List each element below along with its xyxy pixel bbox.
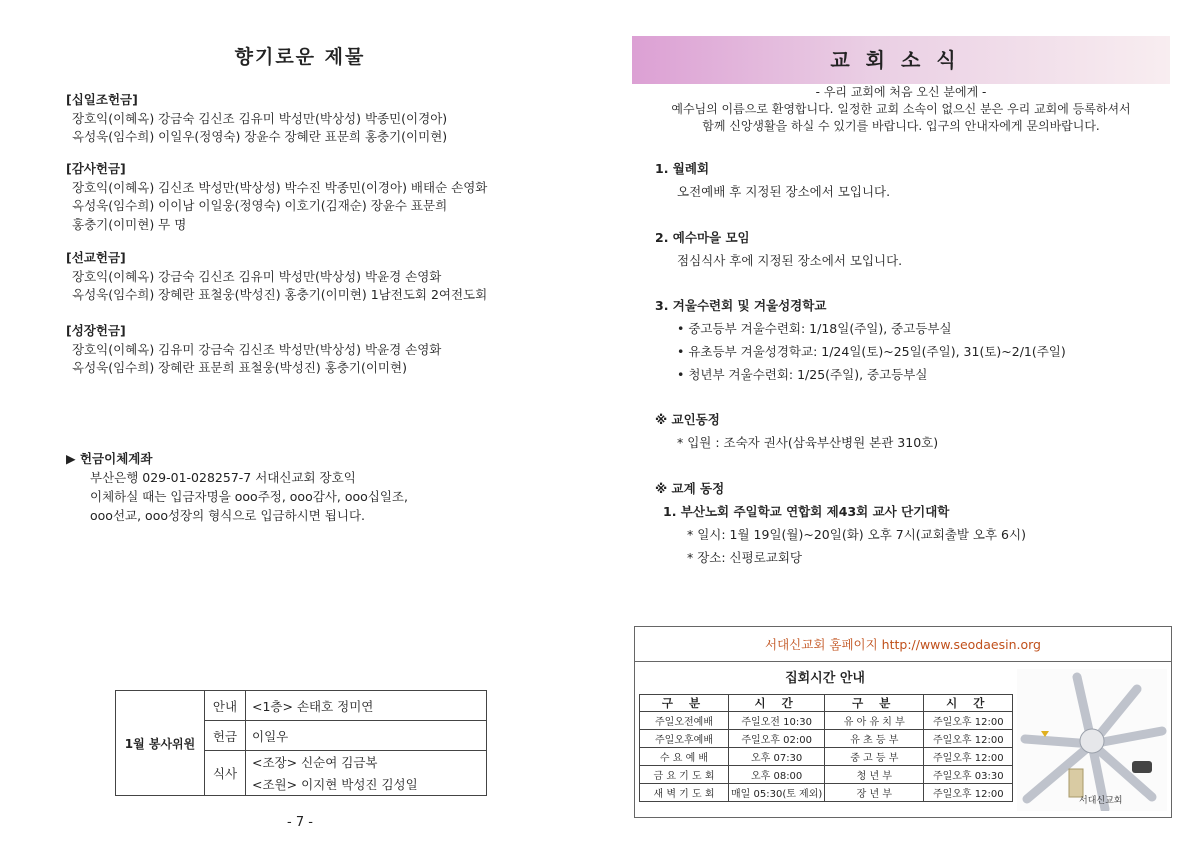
name-line: 장호익(이혜옥) 강금숙 김신조 김유미 박성만(박상성) 박종민(이경아) xyxy=(72,110,448,126)
church-news xyxy=(655,477,1026,569)
volunteer-cell: <조원> 이지현 박성진 김성일 xyxy=(246,773,487,796)
schedule-box xyxy=(634,626,1172,818)
church-location-map xyxy=(1017,669,1167,811)
welcome-intro xyxy=(632,84,1170,135)
news-heading: 3. 겨울수련회 및 겨울성경학교 xyxy=(655,298,827,313)
table-cell: 수 요 예 배 xyxy=(640,748,729,766)
name-line: 옥성욱(임수희) 장혜란 표철웅(박성진) 홍충기(이미현) 1남전도회 2여전도회 xyxy=(72,287,488,302)
table-header: 구 분 xyxy=(825,695,924,712)
page-title: 향기로운 제물 xyxy=(234,46,366,68)
table-header: 시 간 xyxy=(924,695,1013,712)
name-line: 장호익(이혜옥) 김유미 강금숙 김신조 박성만(박상성) 박윤경 손영화 xyxy=(72,341,442,357)
news-item-winter-retreat xyxy=(655,294,1066,386)
table-row xyxy=(640,748,1013,766)
name-line: 옥성욱(임수희) 장혜란 표문희 표철웅(박성진) 홍충기(이미현) xyxy=(72,360,407,375)
role-cell: 헌금 xyxy=(205,721,246,751)
table-row xyxy=(640,730,1013,748)
section-heading: [성장헌금] xyxy=(66,323,126,338)
offering-section-tithe xyxy=(66,91,447,147)
offering-section-growth xyxy=(66,322,441,378)
section-heading: [감사헌금] xyxy=(66,161,126,176)
news-heading: ※ 교계 동정 xyxy=(655,481,725,496)
news-line: * 장소: 신평로교회당 xyxy=(687,550,803,565)
page-number: - 7 - xyxy=(287,815,313,830)
news-heading: 2. 예수마을 모임 xyxy=(655,230,750,245)
divider xyxy=(635,661,1171,662)
bank-account-info xyxy=(66,449,408,525)
news-line: • 유초등부 겨울성경학교: 1/24일(토)~25일(주일), 31(토)~2/1(주일) xyxy=(677,344,1066,359)
name-line: 옥성욱(임수희) 이이남 이일웅(정영숙) 이호기(김재순) 장윤수 표문희 xyxy=(72,198,448,213)
section-heading: [선교헌금] xyxy=(66,250,126,265)
account-line: ooo선교, ooo성장의 형식으로 입금하시면 됩니다. xyxy=(90,508,366,523)
table-cell: 새 벽 기 도 회 xyxy=(640,784,729,802)
map-illustration xyxy=(1017,669,1167,811)
table-cell: 유 초 등 부 xyxy=(825,730,924,748)
news-item-village-meeting xyxy=(655,226,902,272)
table-cell: 주일오전 10:30 xyxy=(729,712,825,730)
table-cell: 금 요 기 도 회 xyxy=(640,766,729,784)
intro-line: 예수님의 이름으로 환영합니다. 일정한 교회 소속이 없으신 분은 우리 교회에 등록하셔서 xyxy=(671,102,1131,116)
member-news xyxy=(655,408,938,454)
table-cell: 매일 05:30(토 제외) xyxy=(729,784,825,802)
volunteers-label: 1월 봉사위원 xyxy=(116,691,205,796)
section-heading: [십일조헌금] xyxy=(66,92,138,107)
schedule-title: 집회시간 안내 xyxy=(785,671,865,686)
table-cell: 유 아 유 치 부 xyxy=(825,712,924,730)
table-row xyxy=(640,712,1013,730)
table-cell: 주일오전예배 xyxy=(640,712,729,730)
news-line: • 중고등부 겨울수련회: 1/18일(주일), 중고등부실 xyxy=(677,321,952,336)
name-line: 장호익(이혜옥) 김신조 박성만(박상성) 박수진 박종민(이경아) 배태순 손영화 xyxy=(72,179,488,195)
news-item-monthly-meeting xyxy=(655,157,890,203)
intro-heading: - 우리 교회에 처음 오신 분에게 - xyxy=(815,85,987,99)
news-heading: 1. 월례회 xyxy=(655,161,710,176)
news-line: * 일시: 1월 19일(월)~20일(화) 오후 7시(교회출발 오후 6시) xyxy=(687,527,1026,542)
news-line: 점심식사 후에 지정된 장소에서 모입니다. xyxy=(677,253,903,268)
news-banner xyxy=(632,36,1170,84)
table-cell: 오후 07:30 xyxy=(729,748,825,766)
offering-section-mission xyxy=(66,249,487,305)
table-row xyxy=(640,784,1013,802)
volunteer-cell: <1층> 손태호 정미연 xyxy=(246,691,487,721)
table-cell: 중 고 등 부 xyxy=(825,748,924,766)
table-cell: 주일오후예배 xyxy=(640,730,729,748)
map-church-label: 서대신교회 xyxy=(1079,796,1123,806)
table-cell: 청 년 부 xyxy=(825,766,924,784)
table-cell: 주일오후 12:00 xyxy=(924,712,1013,730)
table-cell: 장 년 부 xyxy=(825,784,924,802)
account-line: 이체하실 때는 입금자명을 ooo주정, ooo감사, ooo십일조, xyxy=(90,489,408,504)
table-cell: 주일오후 12:00 xyxy=(924,730,1013,748)
news-subheading: 1. 부산노회 주일학교 연합회 제43회 교사 단기대학 xyxy=(663,504,950,519)
name-line: 홍충기(이미현) 무 명 xyxy=(72,216,187,232)
news-line: * 입원 : 조숙자 권사(삼육부산병원 본관 310호) xyxy=(677,435,939,450)
name-line: 장호익(이혜옥) 강금숙 김신조 김유미 박성만(박상성) 박윤경 손영화 xyxy=(72,268,442,284)
table-cell: 주일오후 03:30 xyxy=(924,766,1013,784)
homepage-link[interactable]: 서대신교회 홈페이지 http://www.seodaesin.org xyxy=(765,637,1041,652)
role-cell: 식사 xyxy=(205,751,246,796)
volunteers-table xyxy=(115,690,487,796)
schedule-table xyxy=(639,694,1013,802)
table-cell: 주일오후 02:00 xyxy=(729,730,825,748)
volunteer-cell: <조장> 신순여 김금복 xyxy=(246,751,487,774)
banner-title: 교회소식 xyxy=(830,48,972,72)
table-cell: 주일오후 12:00 xyxy=(924,784,1013,802)
news-line: 오전예배 후 지정된 장소에서 모입니다. xyxy=(677,184,891,199)
table-cell: 주일오후 12:00 xyxy=(924,748,1013,766)
table-header: 시 간 xyxy=(729,695,825,712)
news-line: • 청년부 겨울수련회: 1/25(주일), 중고등부실 xyxy=(677,367,928,382)
name-line: 옥성욱(임수희) 이일우(정영숙) 장윤수 장혜란 표문희 홍충기(이미현) xyxy=(72,129,448,144)
offering-section-thanks xyxy=(66,160,487,234)
table-cell: 오후 08:00 xyxy=(729,766,825,784)
account-line: 부산은행 029-01-028257-7 서대신교회 장호익 xyxy=(90,470,356,485)
account-heading: ▶ 헌금이체계좌 xyxy=(66,451,153,466)
news-heading: ※ 교인동정 xyxy=(655,412,720,427)
table-header: 구 분 xyxy=(640,695,729,712)
role-cell: 안내 xyxy=(205,691,246,721)
volunteer-cell: 이일우 xyxy=(246,721,487,751)
intro-line: 함께 신앙생활을 하실 수 있기를 바랍니다. 입구의 안내자에게 문의바랍니다. xyxy=(702,119,1100,133)
table-row xyxy=(640,766,1013,784)
